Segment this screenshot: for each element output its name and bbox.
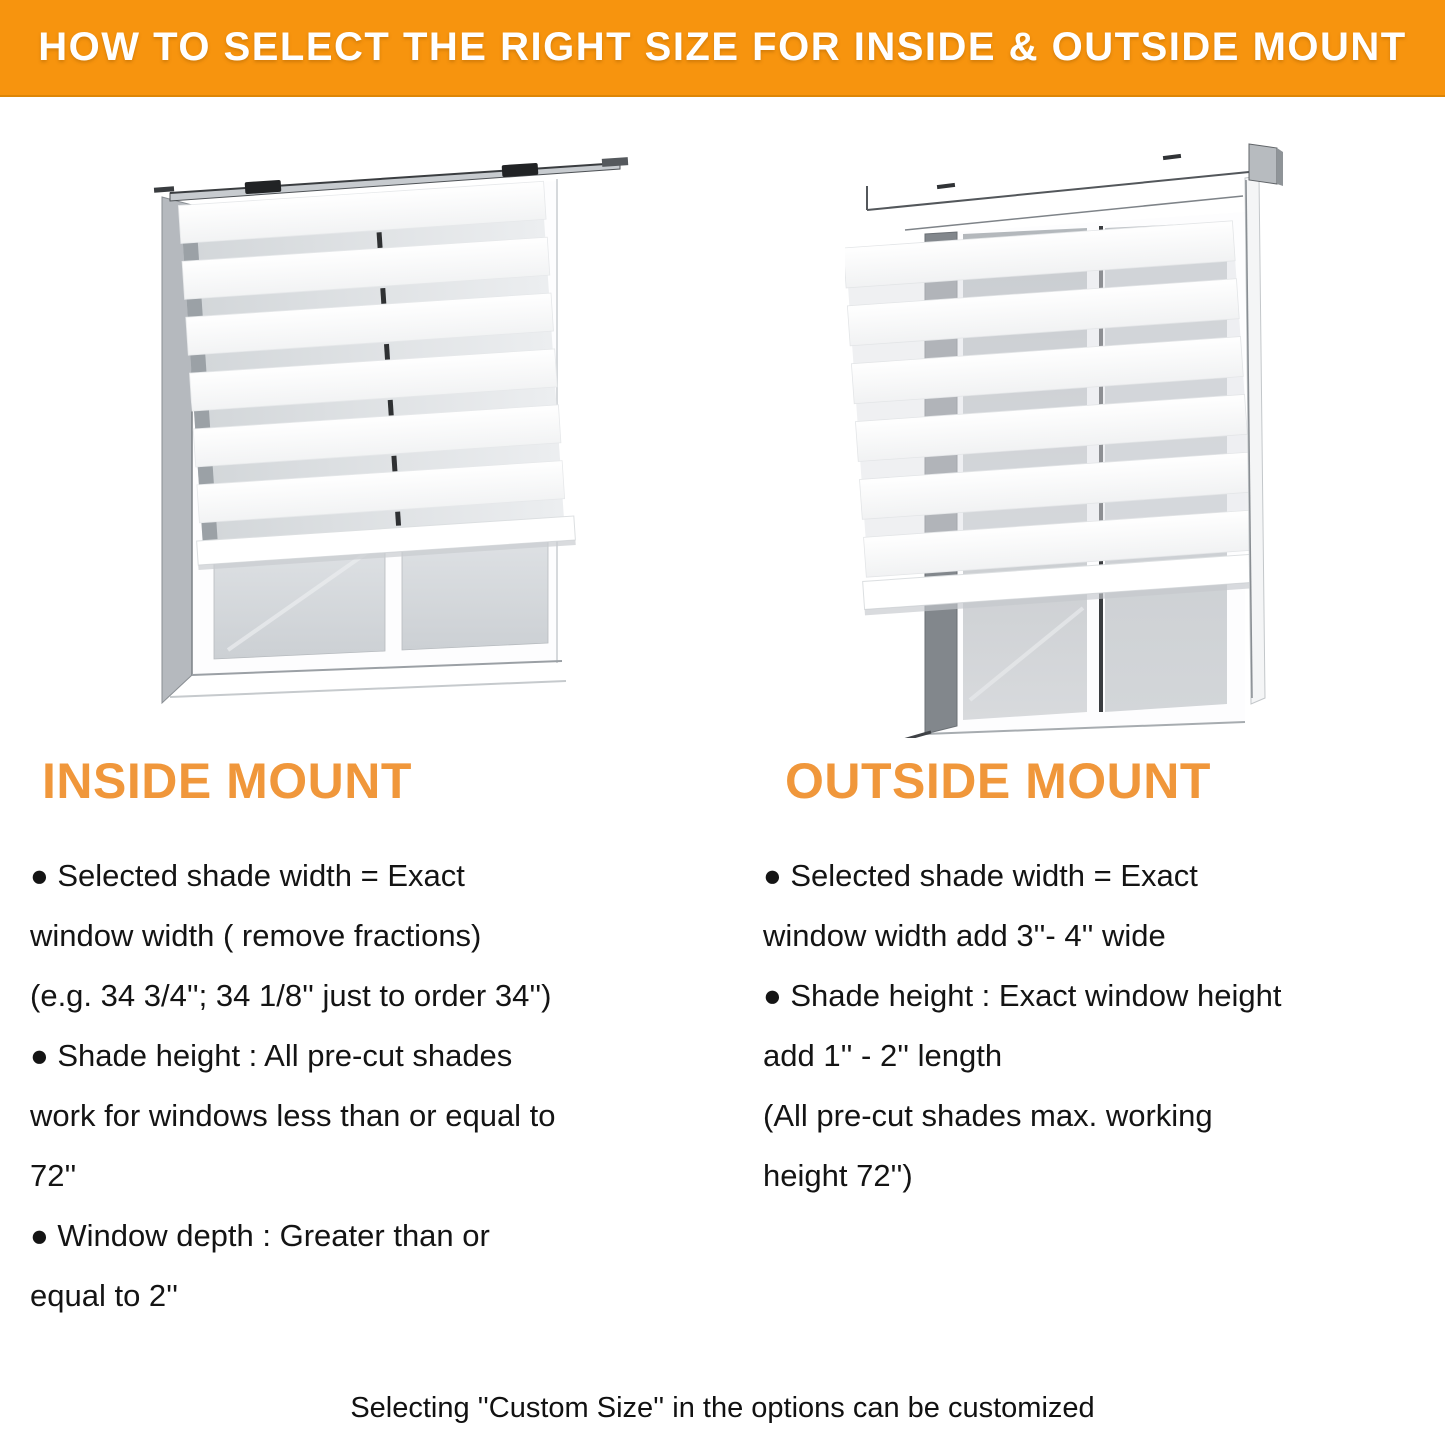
- spec-line: height 72''): [763, 1158, 913, 1193]
- heading-outside-mount: OUTSIDE MOUNT: [785, 753, 1211, 809]
- banner-title: HOW TO SELECT THE RIGHT SIZE FOR INSIDE & OUTSIDE MOUNT: [38, 25, 1407, 69]
- footer-note: Selecting ''Custom Size'' in the options can be customized: [350, 1392, 1095, 1424]
- spec-line: window width add 3''- 4'' wide: [763, 918, 1166, 953]
- screw-slot: [937, 183, 955, 189]
- spec-line: ● Selected shade width = Exact: [30, 858, 465, 893]
- spec-line: ● Selected shade width = Exact: [763, 858, 1198, 893]
- zebra-shade: [174, 181, 575, 570]
- spec-line: ● Window depth : Greater than or: [30, 1218, 490, 1253]
- spec-line: (All pre-cut shades max. working: [763, 1098, 1213, 1133]
- spec-line: ● Shade height : All pre-cut shades: [30, 1038, 513, 1073]
- outside-mount-window-image: [845, 138, 1325, 738]
- inside-mount-window-image: [150, 145, 650, 720]
- mount-bracket: [1249, 144, 1277, 184]
- wall-rail: [1245, 176, 1265, 704]
- spec-line: work for windows less than or equal to: [30, 1098, 556, 1133]
- spec-line: 72'': [30, 1158, 77, 1193]
- header-banner: [0, 0, 1445, 97]
- mount-clip: [502, 163, 539, 177]
- inside-mount-specs: [30, 846, 556, 1326]
- spec-line: add 1'' - 2'' length: [763, 1038, 1003, 1073]
- spec-line: (e.g. 34 3/4''; 34 1/8'' just to order 34''): [30, 978, 552, 1013]
- spec-line: ● Shade height : Exact window height: [763, 978, 1282, 1013]
- spec-line: equal to 2'': [30, 1278, 179, 1313]
- spec-line: window width ( remove fractions): [30, 918, 482, 953]
- outside-mount-specs: [763, 846, 1282, 1206]
- screw-slot: [1163, 154, 1181, 160]
- mount-clip: [245, 180, 282, 194]
- heading-inside-mount: INSIDE MOUNT: [42, 753, 412, 809]
